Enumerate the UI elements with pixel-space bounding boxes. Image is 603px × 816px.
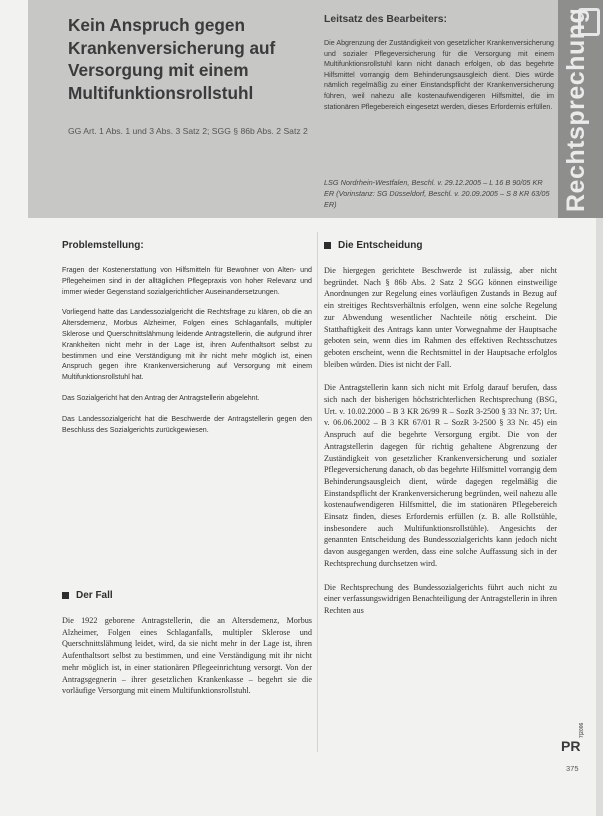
section-tab-label: Rechtsprechung — [562, 7, 590, 212]
leitsatz-heading: Leitsatz des Bearbeiters: — [324, 14, 448, 25]
problem-section — [62, 240, 312, 445]
law-citation: GG Art. 1 Abs. 1 und 3 Abs. 3 Satz 2; SGG § 86b Abs. 2 Satz 2 — [68, 126, 308, 136]
problem-paragraph: Das Landessozialgericht hat die Beschwerde der Antragstellerin gegen den Beschluss des Sozialgerichts zurückgewiesen. — [62, 414, 312, 434]
page-edge — [596, 218, 603, 816]
problem-paragraph: Das Sozialgericht hat den Antrag der Antragstellerin abgelehnt. — [62, 393, 260, 402]
fall-paragraph: Die 1922 geborene Antragstellerin, die an Altersdemenz, Morbus Alzheimer, Folgen eines Schlaganfalls, multipler Sklerose und Querschnittslähmung leidet, wird, da sie nicht mehr in der Lage ist, ihren Aufenthaltsort selbst zu bestimmen, und eine Verständigung mit ihr nicht mehr möglich ist, in einer stationären Pflegeeinrichtung versorgt. Von der Antragsgegnerin – ihrer gesetzlichen Krankenkasse – begehrt sie die vorläufige Versorgung mit einem Multifunktionsrollstuhl. — [62, 616, 312, 696]
entscheidung-paragraph: Die Rechtsprechung des Bundessozialgerichts führt auch nicht zu einer verfassungswidrigen Benachteiligung der Antragstellerin in ihren Rechten aus — [324, 582, 557, 615]
entscheidung-paragraph: Die hiergegen gerichtete Beschwerde ist zulässig, aber nicht begründet. Nach § 86b Abs. 2 Satz 2 SGG können einstweilige Anordnungen zur Regelung eines vorläufigen Zustands in Bezug auf ein streitiges Rechtsverhältnis erfolgen, wenn eine solche Regelung zur Abwendung wesentlicher Nachteile nötig erscheint. Die Statthaftigkeit des Antrags kann unter Vorwegnahme der Hauptsache geboten sein, wenn dies im Rahmen des effektiven Rechtsschutzes geboten erscheint, wenn die Rechtsmittel in der Hauptsache erfolglos bleiben würden. Dies ist nicht der Fall. — [324, 266, 557, 369]
square-bullet-icon — [324, 242, 331, 249]
fall-heading — [62, 590, 312, 601]
entscheidung-section — [324, 240, 557, 629]
fall-section — [62, 590, 312, 709]
entscheidung-heading-text: Die Entscheidung — [338, 240, 423, 251]
problem-heading-text: Problemstellung: — [62, 240, 144, 251]
square-bullet-icon — [62, 592, 69, 599]
fall-heading-text: Der Fall — [76, 590, 113, 601]
leitsatz-text: Die Abgrenzung der Zuständigkeit von gesetzlicher Krankenversicherung und sozialer Pflegeversicherung für die Versorgung mit einem Multifunktionsrollstuhl kann nicht danach erfolgen, ob das begehrte Hilfsmittel vorrangig dem Behinderungsausgleich dient. Dies würde nämlich regelmäßig zu einer Einstandspflicht der Krankenversicherung führen, weil nahezu alle kostenaufwendigeren Hilfsmittel, die im stationären Pflegebereich eingesetzt werden, dieses Erfordernis erfüllen. — [324, 39, 554, 111]
court-source: LSG Nordrhein-Westfalen, Beschl. v. 29.12.2005 – L 16 B 90/05 KR ER (Vorinstanz: SG Düsseldorf, Beschl. v. 20.09.2005 – S 8 KR 63/05 ER) — [324, 178, 550, 209]
journal-logo-text: PR — [561, 738, 581, 754]
problem-paragraph: Vorliegend hatte das Landessozialgericht die Rechtsfrage zu klären, ob die an Altersdemenz, Morbus Alzheimer, Folgen eines Schlaganfalls, multipler Sklerose und Querschnittslähmung leidende Antragstellerin, die aufgrund ihrer Krankheiten nicht mehr in der Lage ist, ihren Aufenthaltsort selbst zu bestimmen und eine Verständigung mit ihr nicht mehr möglich ist, einen Anspruch gegen ihre Krankenversicherung auf Versorgung mit einem Multifunktionsrollstuhl hat. — [62, 308, 312, 382]
problem-paragraph: Fragen der Kostenerstattung von Hilfsmitteln für Bewohner von Alten- und Pflegeheimen sind in der alltäglichen Pflegepraxis von hoher Relevanz und immer wieder Gegenstand sozialgerichtlicher Auseinandersetzungen. — [62, 266, 312, 296]
page-number: 375 — [566, 764, 579, 773]
entscheidung-heading — [324, 240, 557, 251]
column-divider — [317, 232, 318, 752]
journal-issue: 7|2006 — [579, 722, 585, 738]
problem-heading — [62, 240, 312, 251]
article-title: Kein Anspruch gegen Krankenversicherung auf Versorgung mit einem Multifunktionsrollstuhl — [68, 15, 276, 103]
entscheidung-paragraph: Die Antragstellerin kann sich nicht mit Erfolg darauf berufen, dass sich nach der bisherigen höchstrichterlichen Rechtsprechung (BSG, Urt. v. 10.02.2000 – B 3 KR 26/99 R – SozR 3-2500 § 33 Nr. 37; Urt. v. 06.06.2002 – B 3 KR 67/01 R – SozR 3-2500 § 33 Nr. 45) ein Anspruch auf die begehrte Versorgung ergibt. Die von der Antragstellerin dagegen für richtig gehaltene Abgrenzung der Zuständigkeit von gesetzlicher Krankenversicherung und sozialer Pflegeversicherung danach, ob das begehrte Hilfsmittel vorrangig dem Behinderungsausgleich dient, würde dagegen regelmäßig die Einstandspflicht der Krankenversicherung begründen, weil nahezu alle kostenaufwendigeren Hilfsmittel, die im stationären Pflegebereich Einsatz finden, dieses Erfordernis erfüllen (z. B. alle Rollstühle, insbesondere auch Multifunktionsrollstühle). Angesichts der genannten Entscheidung des Bundessozialgerichts kann jedoch nicht davon ausgegangen werden, dass eine solche Auffassung sich in der Rechtsprechung durchsetzen wird. — [324, 383, 557, 568]
